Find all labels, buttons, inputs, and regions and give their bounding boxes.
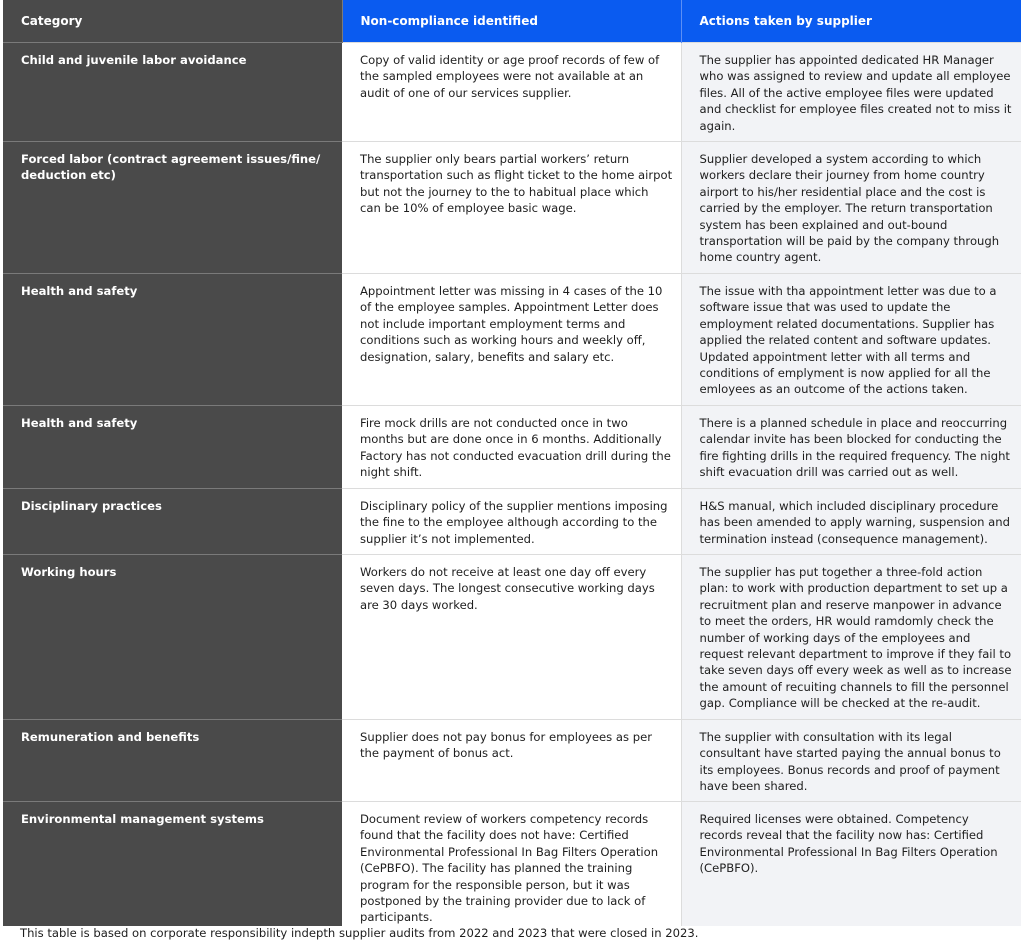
- table-row: [3, 802, 1021, 926]
- table-row: [3, 406, 1021, 489]
- header-actions: Actions taken by supplier: [681, 0, 1021, 43]
- supplier-audit-table: [3, 0, 1021, 926]
- table-row: [3, 489, 1021, 555]
- header-category: Category: [3, 0, 342, 43]
- row-non-compliance: Fire mock drills are not conducted once in two months but are done once in 6 months. Additionally Factory has not conducted evacuation drill during the night shift.: [342, 406, 681, 489]
- row-action: The supplier has put together a three-fold action plan: to work with production department to set up a recruitment plan and reserve manpower in advance to meet the orders, HR would ramdomly check the number of working days of the employees and request relevant department to improve if they fail to take seven days off every week as well as to increase the amount of recuiting channels to fill the personnel gap. Compliance will be checked at the re-audit.: [681, 555, 1021, 720]
- row-non-compliance: Appointment letter was missing in 4 cases of the 10 of the employee samples. Appointment Letter does not include important employment terms and conditions such as working hours and weekly off, designation, salary, benefits and salary etc.: [342, 274, 681, 406]
- row-category: Disciplinary practices: [3, 489, 342, 555]
- row-action: The supplier has appointed dedicated HR Manager who was assigned to review and update all employee files. All of the active employee files were updated and checklist for employee files created not to miss it again.: [681, 43, 1021, 142]
- row-category: Health and safety: [3, 406, 342, 489]
- row-action: There is a planned schedule in place and reoccurring calendar invite has been blocked for conducting the fire fighting drills in the required frequency. The night shift evacuation drill was carried out as well.: [681, 406, 1021, 489]
- row-action: Required licenses were obtained. Competency records reveal that the facility now has: Certified Environmental Professional In Bag Filters Operation (CePBFO).: [681, 802, 1021, 926]
- row-category: Working hours: [3, 555, 342, 720]
- row-category: Forced labor (contract agreement issues/fine/ deduction etc): [3, 142, 342, 274]
- table-footnote: This table is based on corporate responsibility indepth supplier audits from 2022 and 2023 that were closed in 2023.: [20, 926, 699, 940]
- row-action: H&S manual, which included disciplinary procedure has been amended to apply warning, suspension and termination instead (consequence management).: [681, 489, 1021, 555]
- table-row: [3, 142, 1021, 274]
- header-non-compliance: Non-compliance identified: [342, 0, 681, 43]
- row-non-compliance: Copy of valid identity or age proof records of few of the sampled employees were not available at an audit of one of our services supplier.: [342, 43, 681, 142]
- row-non-compliance: Workers do not receive at least one day off every seven days. The longest consecutive working days are 30 days worked.: [342, 555, 681, 720]
- table-row: [3, 720, 1021, 802]
- row-category: Child and juvenile labor avoidance: [3, 43, 342, 142]
- row-non-compliance: Supplier does not pay bonus for employees as per the payment of bonus act.: [342, 720, 681, 802]
- row-category: Health and safety: [3, 274, 342, 406]
- row-non-compliance: Disciplinary policy of the supplier mentions imposing the fine to the employee although according to the supplier it’s not implemented.: [342, 489, 681, 555]
- row-action: Supplier developed a system according to which workers declare their journey from home country airport to his/her residential place and the cost is carried by the employer. The return transportation system has been explained and out-bound transportation will be paid by the company through home country agent.: [681, 142, 1021, 274]
- row-category: Remuneration and benefits: [3, 720, 342, 802]
- table-header-row: [3, 0, 1021, 43]
- row-action: The issue with tha appointment letter was due to a software issue that was used to update the employment related documentations. Supplier has applied the related content and software updates. Updated appointment letter with all terms and conditions of emplyment is now applied for all the emloyees as an outcome of the actions taken.: [681, 274, 1021, 406]
- table-row: [3, 274, 1021, 406]
- table-row: [3, 555, 1021, 720]
- row-non-compliance: The supplier only bears partial workers’ return transportation such as flight ticket to the home airpot but not the journey to the to habitual place which can be 10% of employee basic wage.: [342, 142, 681, 274]
- table-row: [3, 43, 1021, 142]
- row-category: Environmental management systems: [3, 802, 342, 926]
- row-action: The supplier with consultation with its legal consultant have started paying the annual bonus to its employees. Bonus records and proof of payment have been shared.: [681, 720, 1021, 802]
- row-non-compliance: Document review of workers competency records found that the facility does not have: Certified Environmental Professional In Bag Filters Operation (CePBFO). The facility has planned the training program for the responsible person, but it was postponed by the training provider due to lack of participants.: [342, 802, 681, 926]
